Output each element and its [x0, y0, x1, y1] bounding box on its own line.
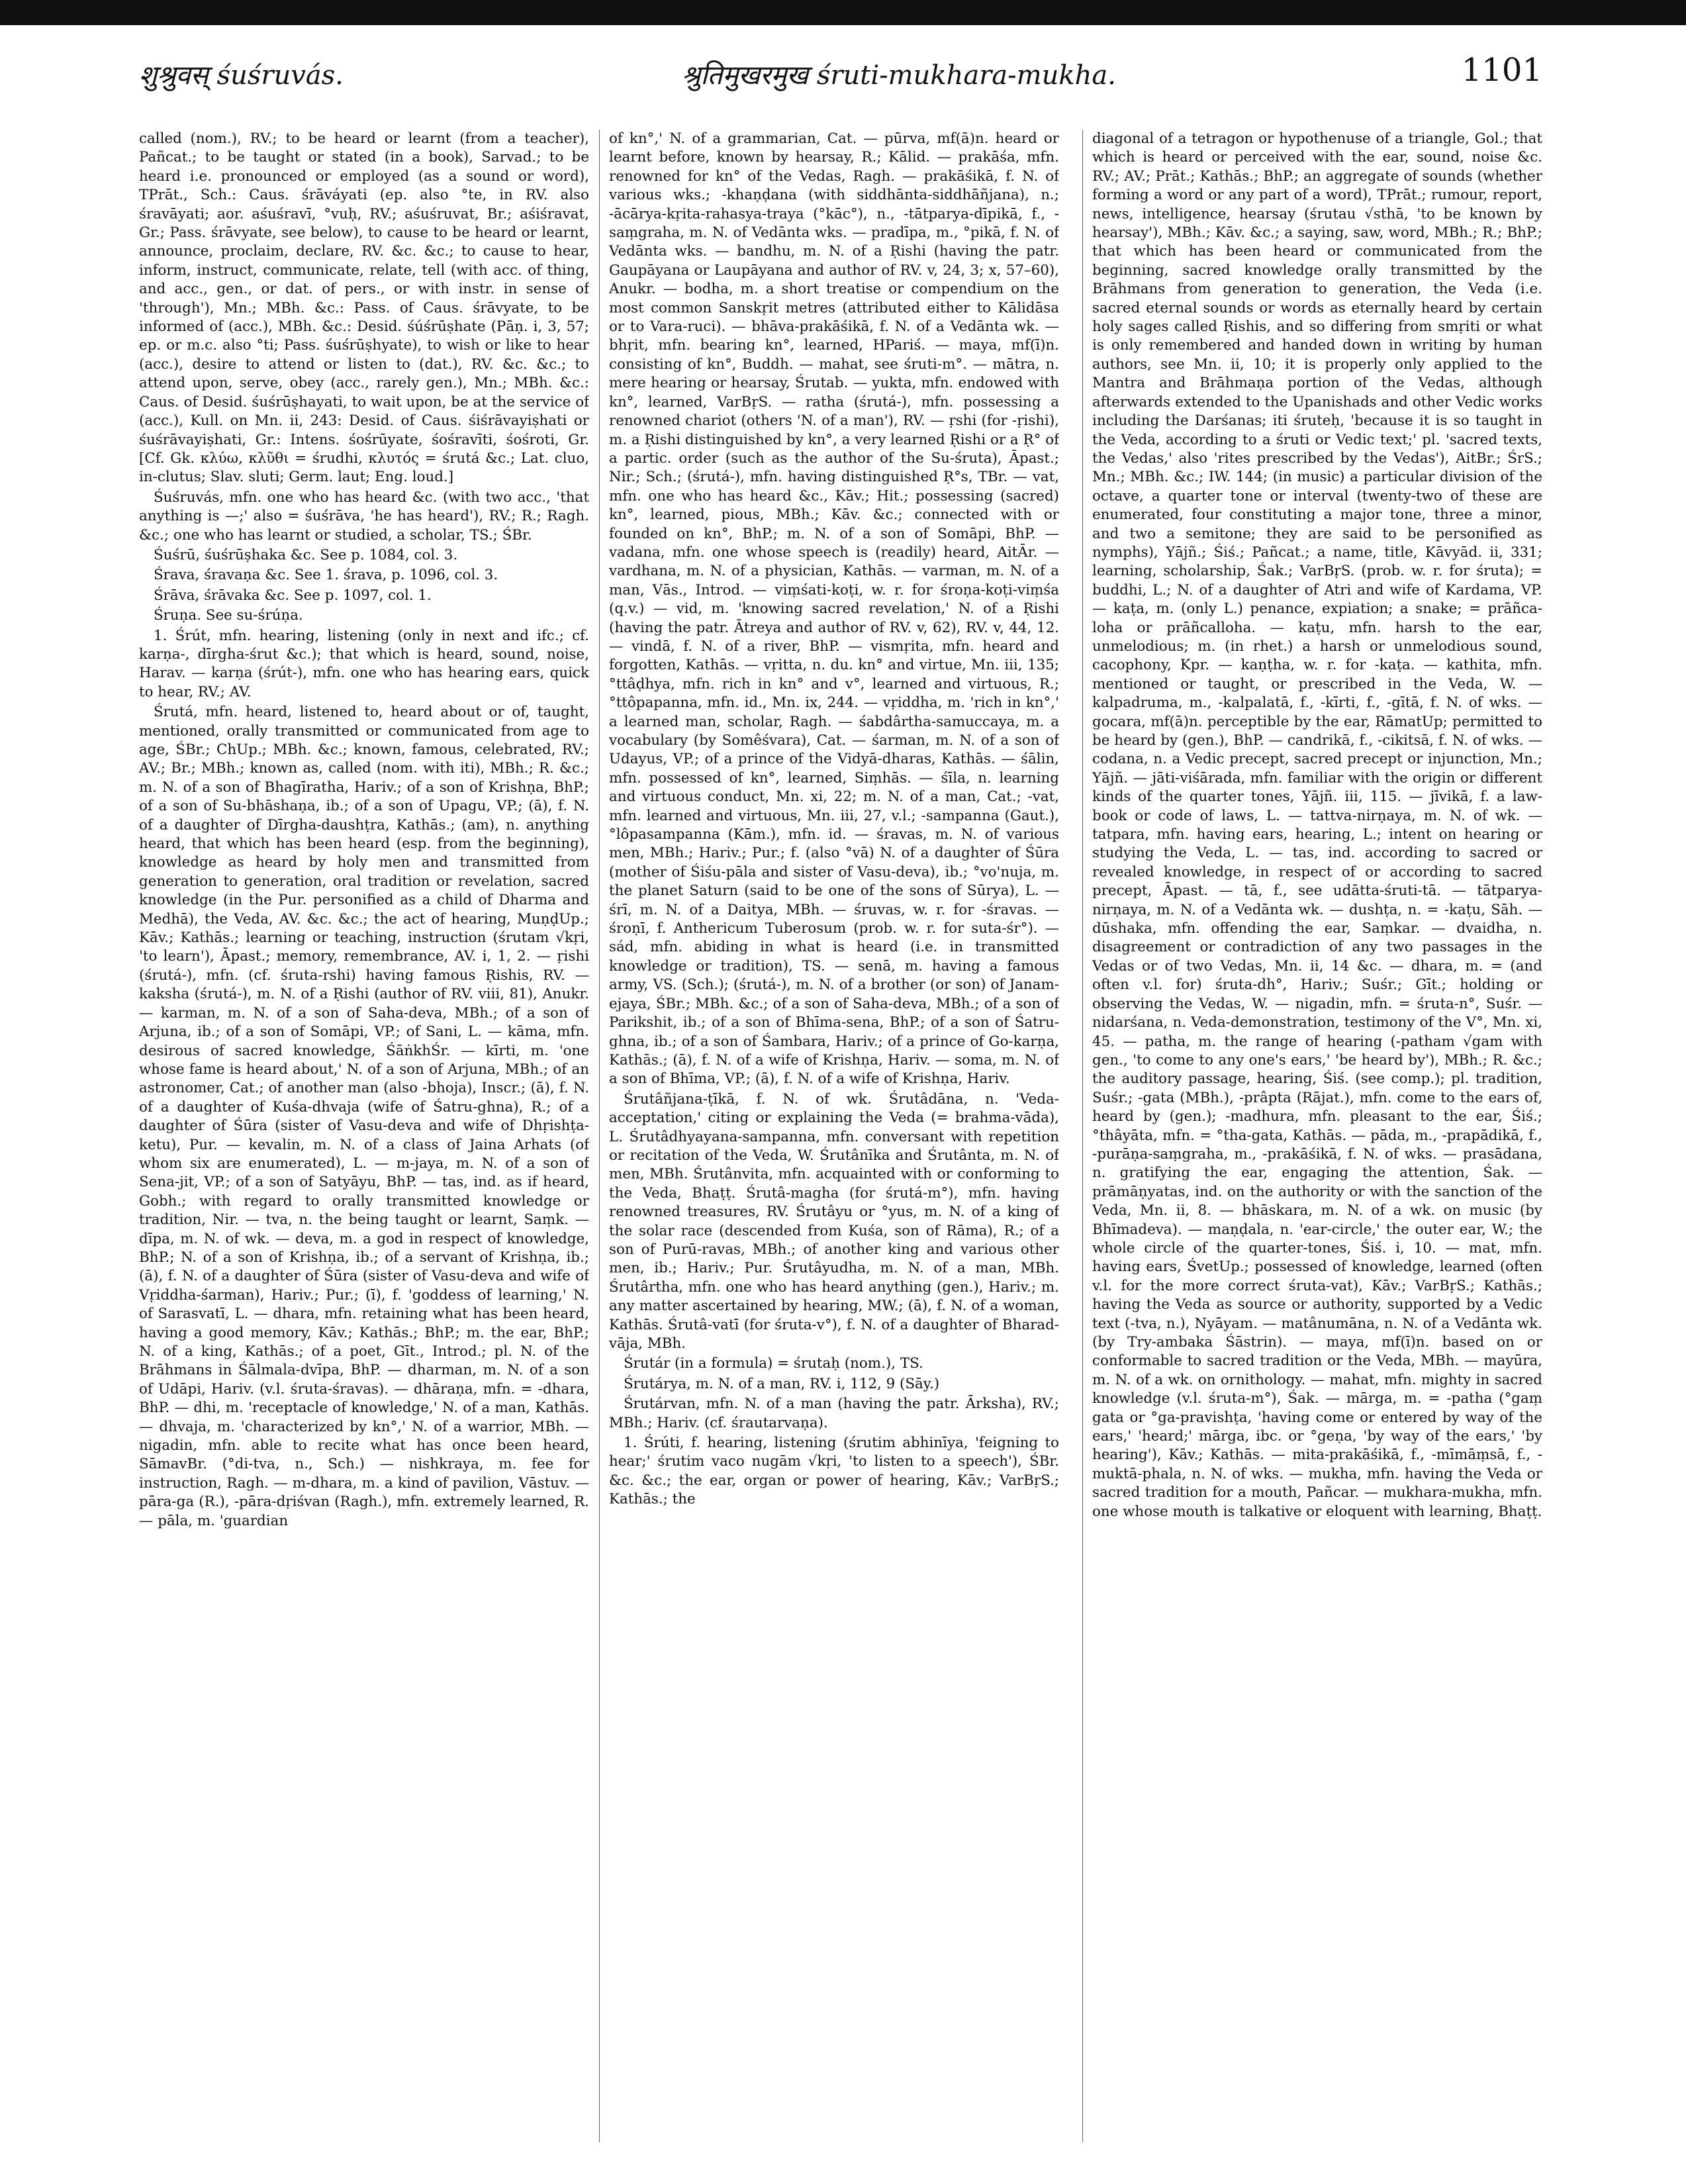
page-number: 1101 — [1461, 52, 1542, 89]
left-headword: शुश्रुवस् śuśruvás. — [139, 60, 344, 91]
column-2-paragraph: Śrutárvan, mfn. N. of a man (having the patr. Ārksha), RV.; MBh.; Hariv. (cf. śrautarvaṇa). — [609, 1396, 1059, 1431]
column-2-paragraph: Śrutárya, m. N. of a man, RV. i, 112, 9 (Sāy.) — [624, 1375, 940, 1392]
column-1-paragraph: 1. Śrút, mfn. hearing, listening (only in next and ifc.; cf. karṇa-, dīrgha-śrut &c.); that which is heard, sound, noise, Harav. — karṇa (śrút-), mfn. one who has hearing ears, quick to hear, RV.; AV. — [139, 627, 589, 700]
column-divider-2 — [1082, 130, 1083, 2142]
column-2-paragraph: of kn°,' N. of a grammarian, Cat. — pūrva, mf(ā)n. heard or learnt before, known by hearsay, R.; Kālid. — prakāśa, mfn. renowned for kn° of the Vedas, Ragh. — prakāśikā, f. N. of various wks.; -khaṇḍana (with siddhānta-siddhāñjana), n.; -ācārya-kṛita-rahasya-traya (°kāc°), n., -tātparya-dīpikā, f., -saṃgraha, m. N. of Vedānta wks. — pradīpa, m., °pikā, f. N. of Vedānta wks. — bandhu, m. N. of a Ṛishi (having the patr. Gaupāyana or Laupāyana and author of RV. v, 24, 3; x, 57–60), Anukr. — bodha, m. a short treatise or compendium on the most common Sanskṛit metres (attributed either to Kālidāsa or to Vara-ruci). — bhāva-prakāśikā, f. N. of a Vedānta wk. — bhṛit, mfn. bearing kn°, learned, HPariś. — maya, mf(ī)n. consisting of kn°, Buddh. — mahat, see śruti-m°. — mātra, n. mere hearing or hearsay, Śrutab. — yukta, mfn. endowed with kn°, learned, VarBṛS. — ratha (śrutá-), mfn. possessing a renowned chariot (others 'N. of a man'), RV. — ṛshi (for -ṛishi), m. a Ṛishi distinguished by kn°, a very learned Ṛishi or a Ṛ° of a partic. order (such as the author of the Su-śruta), Āpast.; Nir.; Sch.; (śrutá-), mfn. having distinguished Ṛ°s, TBr. — vat, mfn. one who has heard &c., Kāv.; Hit.; possessing (sacred) kn°, learned, pious, MBh.; Kāv. &c.; connected with or founded on kn°, BhP.; m. N. of a son of Somāpi, BhP. — vadana, mfn. one whose speech is (readily) heard, AitĀr. — vardhana, m. N. of a physician, Kathās. — varman, m. N. of a man, Vās., Introd. — viṃśati-koṭi, w. r. for śroṇa-koṭi-viṃśa (q.v.) — vid, m. 'knowing sacred revelation,' N. of a Ṛishi (having the patr. Ātreya and author of RV. v, 62), RV. v, 44, 12. — vindā, f. N. of a river, BhP. — vismṛita, mfn. heard and forgotten, Kathās. — vṛitta, n. du. kn° and virtue, Mn. iii, 135; °ttâḍhya, mfn. rich in kn° and v°, learned and virtuous, R.; °ttôpapanna, mfn. id., Mn. ix, 244. — vṛiddha, m. 'rich in kn°,' a learned man, scholar, Ragh. — śabdârtha-samuccaya, m. a vocabulary (by Somêśvara), Cat. — śarman, m. N. of a son of Udayus, VP.; of a prince of the Vidyā-dharas, Kathās. — śālin, mfn. possessed of kn°, learned, Siṃhās. — śīla, n. learning and virtuous conduct, Mn. xi, 22; m. N. of a man, Cat.; -vat, mfn. learned and virtuous, Mn. iii, 27, v.l.; -sampanna (Gaut.), °lôpasampanna (Kām.), mfn. id. — śravas, m. N. of various men, MBh.; Hariv.; Pur.; f. (also °vā) N. of a daughter of Śūra (mother of Śiśu-pāla and sister of Vasu-deva), ib.; °vo'nuja, m. the planet Saturn (said to be one of the sons of Sūrya), L. — śrī, m. N. of a Daitya, MBh. — śruvas, w. r. for -śravas. — śroṇī, f. Anthericum Tuberosum (prob. w. r. for suta-śr°). — sád, mfn. abiding in what is heard (i.e. in transmitted knowledge or tradition), TS. — senā, m. having a famous army, VS. (Sch.); (śrutá-), m. N. of a brother (or son) of Janam-ejaya, ŚBr.; MBh. &c.; of a son of Saha-deva, MBh.; of a son of Parikshit, ib.; of a son of Bhīma-sena, BhP.; of a son of Śatru-ghna, ib.; of a son of Śambara, Hariv.; of a prince of Go-karṇa, Kathās.; (ā), f. N. of a wife of Krishṇa, Hariv. — soma, m. N. of a son of Bhīma, VP.; (ā), f. N. of a wife of Krishṇa, Hariv. — [609, 130, 1059, 1088]
column-3 — [1092, 130, 1542, 2142]
column-2-paragraph: Śrutâñjana-ṭīkā, f. N. of wk. Śrutâdāna, n. 'Veda-acceptation,' citing or explaining the Veda (= brahma-vāda), L. Śrutâdhyayana-sampanna, mfn. conversant with repetition or recitation of the Veda, W. Śrutânīka and Śrutânta, m. N. of men, MBh. Śrutânvita, mfn. acquainted with or conforming to the Veda, Bhaṭṭ. Śrutâ-magha (for śrutá-m°), mfn. having renowned treasures, RV. Śrutâyu or °yus, m. N. of a king of the solar race (descended from Kuśa, son of Rāma), R.; of a son of Purū-ravas, MBh.; of another king and various other men, ib.; Hariv.; Pur. Śrutâyudha, m. N. of a man, MBh. Śrutârtha, mfn. one who has heard anything (gen.), Hariv.; m. any matter ascertained by hearing, MW.; (ā), f. N. of a woman, Kathās. Śrutâ-vatī (for śruta-v°), f. N. of a daughter of Bharad-vāja, MBh. — [609, 1090, 1059, 1352]
right-headword: श्रुतिमुखरमुख śruti-mukhara-mukha. — [682, 60, 1116, 91]
column-2 — [609, 130, 1059, 2142]
column-1-paragraph: Śuśruvás, mfn. one who has heard &c. (with two acc., 'that anything is —;' also = śuśrāva, 'he has heard'), RV.; R.; Ragh. &c.; one who has learnt or studied, a scholar, TS.; ŚBr. — [139, 489, 589, 544]
column-1 — [139, 130, 589, 2142]
column-1-paragraph: Śrava, śravaṇa &c. See 1. śrava, p. 1096, col. 3. — [154, 567, 498, 584]
column-3-paragraph: diagonal of a tetragon or hypothenuse of a triangle, Gol.; that which is heard or perceived with the ear, sound, noise &c. RV.; AV.; Prāt.; Kathās.; BhP.; an aggregate of sounds (whether forming a word or any part of a word), TPrāt.; rumour, report, news, intelligence, hearsay (śrutau √sthā, 'to be known by hearsay'), MBh.; Kāv. &c.; a saying, saw, word, MBh.; R.; BhP.; that which has been heard or communicated from the beginning, sacred knowledge orally transmitted by the Brāhmans from generation to generation, the Veda (i.e. sacred eternal sounds or words as eternally heard by certain holy sages called Ṛishis, and so differing from smṛiti or what is only remembered and handed down in writing by human authors, see Mn. ii, 10; it is properly only applied to the Mantra and Brāhmaṇa portion of the Vedas, although afterwards extended to the Upanishads and other Vedic works including the Darśanas; iti śruteḥ, 'because it is so taught in the Veda, according to a śruti or Vedic text;' pl. 'sacred texts, the Vedas,' also 'rites prescribed by the Vedas'), AitBr.; ŚrS.; Mn.; MBh. &c.; IW. 144; (in music) a particular division of the octave, a quarter tone or interval (twenty-two of these are enumerated, four constituting a major tone, three a minor, and two a semitone; they are said to be personified as nymphs), Yājñ.; Śiś.; Pañcat.; a name, title, Kāvyād. ii, 331; learning, scholarship, Śak.; VarBṛS. (prob. w. r. for śruta); = buddhi, L.; N. of a daughter of Atri and wife of Kardama, VP. — kaṭa, m. (only L.) penance, expiation; a snake; = prāñca-loha or prāñcalloha. — kaṭu, mfn. harsh to the ear, unmelodious; m. (in rhet.) a harsh or unmelodious sound, cacophony, Kpr. — kaṇṭha, w. r. for -kaṭa. — kathita, mfn. mentioned or taught, or prescribed in the Veda, W. — kalpadruma, m., -kalpalatā, f., -kīrti, f., -gītā, f. N. of wks. — gocara, mf(ā)n. perceptible by the ear, RāmatUp; permitted to be heard by (gen.), BhP. — candrikā, f., -cikitsā, f. N. of wks. — codana, n. a Vedic precept, sacred precept or injunction, Mn.; Yājñ. — jāti-viśārada, mfn. familiar with the origin or different kinds of the quarter tones, Yājñ. iii, 115. — jīvikā, f. a law-book or code of laws, L. — tattva-nirṇaya, m. N. of wk. — tatpara, mfn. having ears, hearing, L.; intent on hearing or studying the Veda, L. — tas, ind. according to sacred or revealed knowledge, in respect of or according to sacred precept, Āpast. — tā, f., see udātta-śruti-tā. — tātparya-nirṇaya, m. N. of a Vedānta wk. — dushṭa, n. = -kaṭu, Sāh. — dūshaka, mfn. offending the ear, Saṃkar. — dvaidha, n. disagreement or contradiction of any two passages in the Vedas or of two Vedas, Mn. ii, 14 &c. — dhara, m. = (and often v.l. for) śruta-dh°, Hariv.; Suśr.; Gīt.; holding or observing the Vedas, W. — nigadin, mfn. = śruta-n°, Suśr. — nidarśana, n. Veda-demonstration, testimony of the V°, Mn. xi, 45. — patha, m. the range of hearing (-patham √gam with gen., 'to come to any one's ears,' 'be heard by'), MBh.; R. &c.; the auditory passage, hearing, Śiś. (see comp.); pl. tradition, Suśr.; -gata (MBh.), -prâpta (Rājat.), mfn. come to the ears of, heard by (gen.); -madhura, mfn. pleasant to the ear, Śiś.; °thâyāta, mfn. = °tha-gata, Kathās. — pāda, m., -prapādikā, f., -purāṇa-saṃgraha, m., -prakāśikā, f. N. of wks. — prasādana, n. gratifying the ear, engaging the attention, Śak. — prāmāṇyatas, ind. on the authority or with the sanction of the Veda, Mn. ii, 8. — bhāskara, m. N. of a wk. on music (by Bhīmadeva). — maṇḍala, n. 'ear-circle,' the outer ear, W.; the whole circle of the quarter-tones, Śiś. i, 10. — mat, mfn. having ears, ŚvetUp.; possessed of knowledge, learned (often v.l. for the more correct śruta-vat), Kāv.; VarBṛS.; Kathās.; having the Veda as source or authority, supported by a Vedic text (-tva, n.), Nyāyam. — matânumāna, n. N. of a Vedānta wk. (by Try-ambaka Śāstrin). — maya, mf(ī)n. based on or conformable to sacred tradition or the Veda, MBh. — mayūra, m. N. of a wk. on ornithology. — mahat, mfn. mighty in sacred knowledge (v.l. śruta-m°), Śak. — mārga, m. = -patha (°gaṃ gata or °ga-pravishṭa, 'having come or entered by way of the ears,' 'heard;' mārga, ibc. or °geṇa, 'by way of the ears,' 'by hearing'), Kāv.; Kathās. — mita-prakāśikā, f., -mīmāṃsā, f., -muktā-phala, n. N. of wks. — mukha, mfn. having the Veda or sacred tradition for a mouth, Pañcar. — mukhara-mukha, mfn. one whose mouth is talkative or eloquent with learning, Bhaṭṭ. — [1092, 130, 1542, 1520]
column-1-paragraph: Śuśrū, śuśrūṣhaka &c. See p. 1084, col. 3. — [154, 546, 458, 563]
column-1-paragraph: Śruṇa. See su-śrúṇa. — [154, 607, 303, 624]
column-2-paragraph: 1. Śrúti, f. hearing, listening (śrutim abhinīya, 'feigning to hear;' śrutim vaco nugām √kṛi, 'to listen to a speech'), ŚBr. &c. &c.; the ear, organ or power of hearing, Kāv.; VarBṛS.; Kathās.; the — [609, 1435, 1059, 1508]
top-black-bar — [0, 0, 1686, 25]
column-divider-1 — [599, 130, 600, 2142]
page-header — [139, 52, 1542, 113]
column-1-paragraph: Śrutá, mfn. heard, listened to, heard about or of, taught, mentioned, orally transmitted or communicated from age to age, ŚBr.; ChUp.; MBh. &c.; known, famous, celebrated, RV.; AV.; Br.; MBh.; known as, called (nom. with iti), MBh.; R. &c.; m. N. of a son of Bhagīratha, Hariv.; of a son of Krishṇa, BhP.; of a son of Su-bhāshaṇa, ib.; of a son of Upagu, VP.; (ā), f. N. of a daughter of Dīrgha-daushṭra, Kathās.; (am), n. anything heard, that which has been heard (esp. from the beginning), knowledge as heard by holy men and transmitted from generation to generation, oral tradition or revelation, sacred knowledge (in the Pur. personified as a child of Dharma and Medhā), the Veda, AV. &c. &c.; the act of hearing, MuṇḍUp.; Kāv.; Kathās.; learning or teaching, instruction (śrutam √kṛi, 'to learn'), Āpast.; memory, remembrance, AV. i, 1, 2. — ṛishi (śrutá-), mfn. (cf. śruta-rshi) having famous Ṛishis, RV. — kaksha (śrutá-), m. N. of a Ṛishi (author of RV. viii, 81), Anukr. — karman, m. N. of a son of Saha-deva, MBh.; of a son of Arjuna, ib.; of a son of Somāpi, VP.; of Sani, L. — kāma, mfn. desirous of sacred knowledge, ŚāṅkhŚr. — kīrti, m. 'one whose fame is heard about,' N. of a son of Arjuna, MBh.; of an astronomer, Cat.; of another man (also -bhoja), Inscr.; (ā), f. N. of a daughter of Kuśa-dhvaja (wife of Śatru-ghna), R.; of a daughter of Śūra (sister of Vasu-deva and wife of Dhṛishṭa-ketu), Pur. — kevalin, m. N. of a class of Jaina Arhats (of whom six are enumerated), L. — m-jaya, m. N. of a son of Sena-jit, VP.; of a son of Satyāyu, BhP. — tas, ind. as if heard, Gobh.; with regard to orally transmitted knowledge or tradition, Nir. — tva, n. the being taught or learnt, Saṃk. — dīpa, m. N. of wk. — deva, m. a god in respect of knowledge, BhP.; N. of a son of Krishṇa, ib.; of a servant of Krishṇa, ib.; (ā), f. N. of a daughter of Śūra (sister of Vasu-deva and wife of Vṛiddha-śarman), Hariv.; Pur.; (ī), f. 'goddess of learning,' N. of Sarasvatī, L. — dhara, mfn. retaining what has been heard, having a good memory, Kāv.; Kathās.; BhP.; m. the ear, BhP.; N. of a king, Kathās.; of a poet, Gīt., Introd.; pl. N. of the Brāhmans in Śālmala-dvīpa, BhP. — dharman, m. N. of a son of Udāpi, Hariv. (v.l. śruta-śravas). — dhāraṇa, mfn. = -dhara, BhP. — dhi, m. 'receptacle of knowledge,' N. of a man, Kathās. — dhvaja, m. 'characterized by kn°,' N. of a warrior, MBh. — nigadin, mfn. able to recite what has once been heard, SāmavBr. (°di-tva, n., Sch.) — nishkraya, m. fee for instruction, Ragh. — m-dhara, m. a kind of pavilion, Vāstuv. — pāra-ga (R.), -pāra-dṛiśvan (Ragh.), mfn. extremely learned, R. — pāla, m. 'guardian — [139, 704, 589, 1529]
dictionary-columns — [139, 130, 1542, 2142]
column-2-paragraph: Śrutár (in a formula) = śrutaḥ (nom.), TS. — [624, 1355, 923, 1372]
column-1-paragraph: called (nom.), RV.; to be heard or learnt (from a teacher), Pañcat.; to be taught or stated (in a book), Sarvad.; to be heard i.e. pronounced or employed (as a sound or word), TPrāt., Sch.: Caus. śrāváyati (ep. also °te, in RV. also śravāyati; aor. aśuśravī, °vuḥ, RV.; aśuśruvat, Br.; aśiśravat, Gr.; Pass. śrāvyate, see below), to cause to be heard or learnt, announce, proclaim, declare, RV. &c. &c.; to cause to hear, inform, instruct, communicate, relate, tell (with acc. of thing, and acc., gen., or dat. of pers., or with instr. in sense of 'through'), Mn.; MBh. &c.: Pass. of Caus. śrāvyate, to be informed of (acc.), MBh. &c.: Desid. śúśrūṣhate (Pāṇ. i, 3, 57; ep. or m.c. also °ti; Pass. śuśrūṣhyate), to wish or like to hear (acc.), desire to attend or listen to (dat.), RV. &c. &c.; to attend upon, serve, obey (acc., rarely gen.), Mn.; MBh. &c.: Caus. of Desid. śuśrūṣhayati, to wait upon, be at the service of (acc.), Kull. on Mn. ii, 243: Desid. of Caus. śiśrāvayiṣhati or śuśrāvayiṣhati, Gr.: Intens. śośrūyate, śośravīti, śośroti, Gr. [Cf. Gk. κλύω, κλῦθι = śrudhi, κλυτός = śrutá &c.; Lat. cluo, in-clutus; Slav. sluti; Germ. laut; Eng. loud.] — [139, 130, 589, 486]
column-1-paragraph: Śrāva, śrāvaka &c. See p. 1097, col. 1. — [154, 587, 432, 604]
